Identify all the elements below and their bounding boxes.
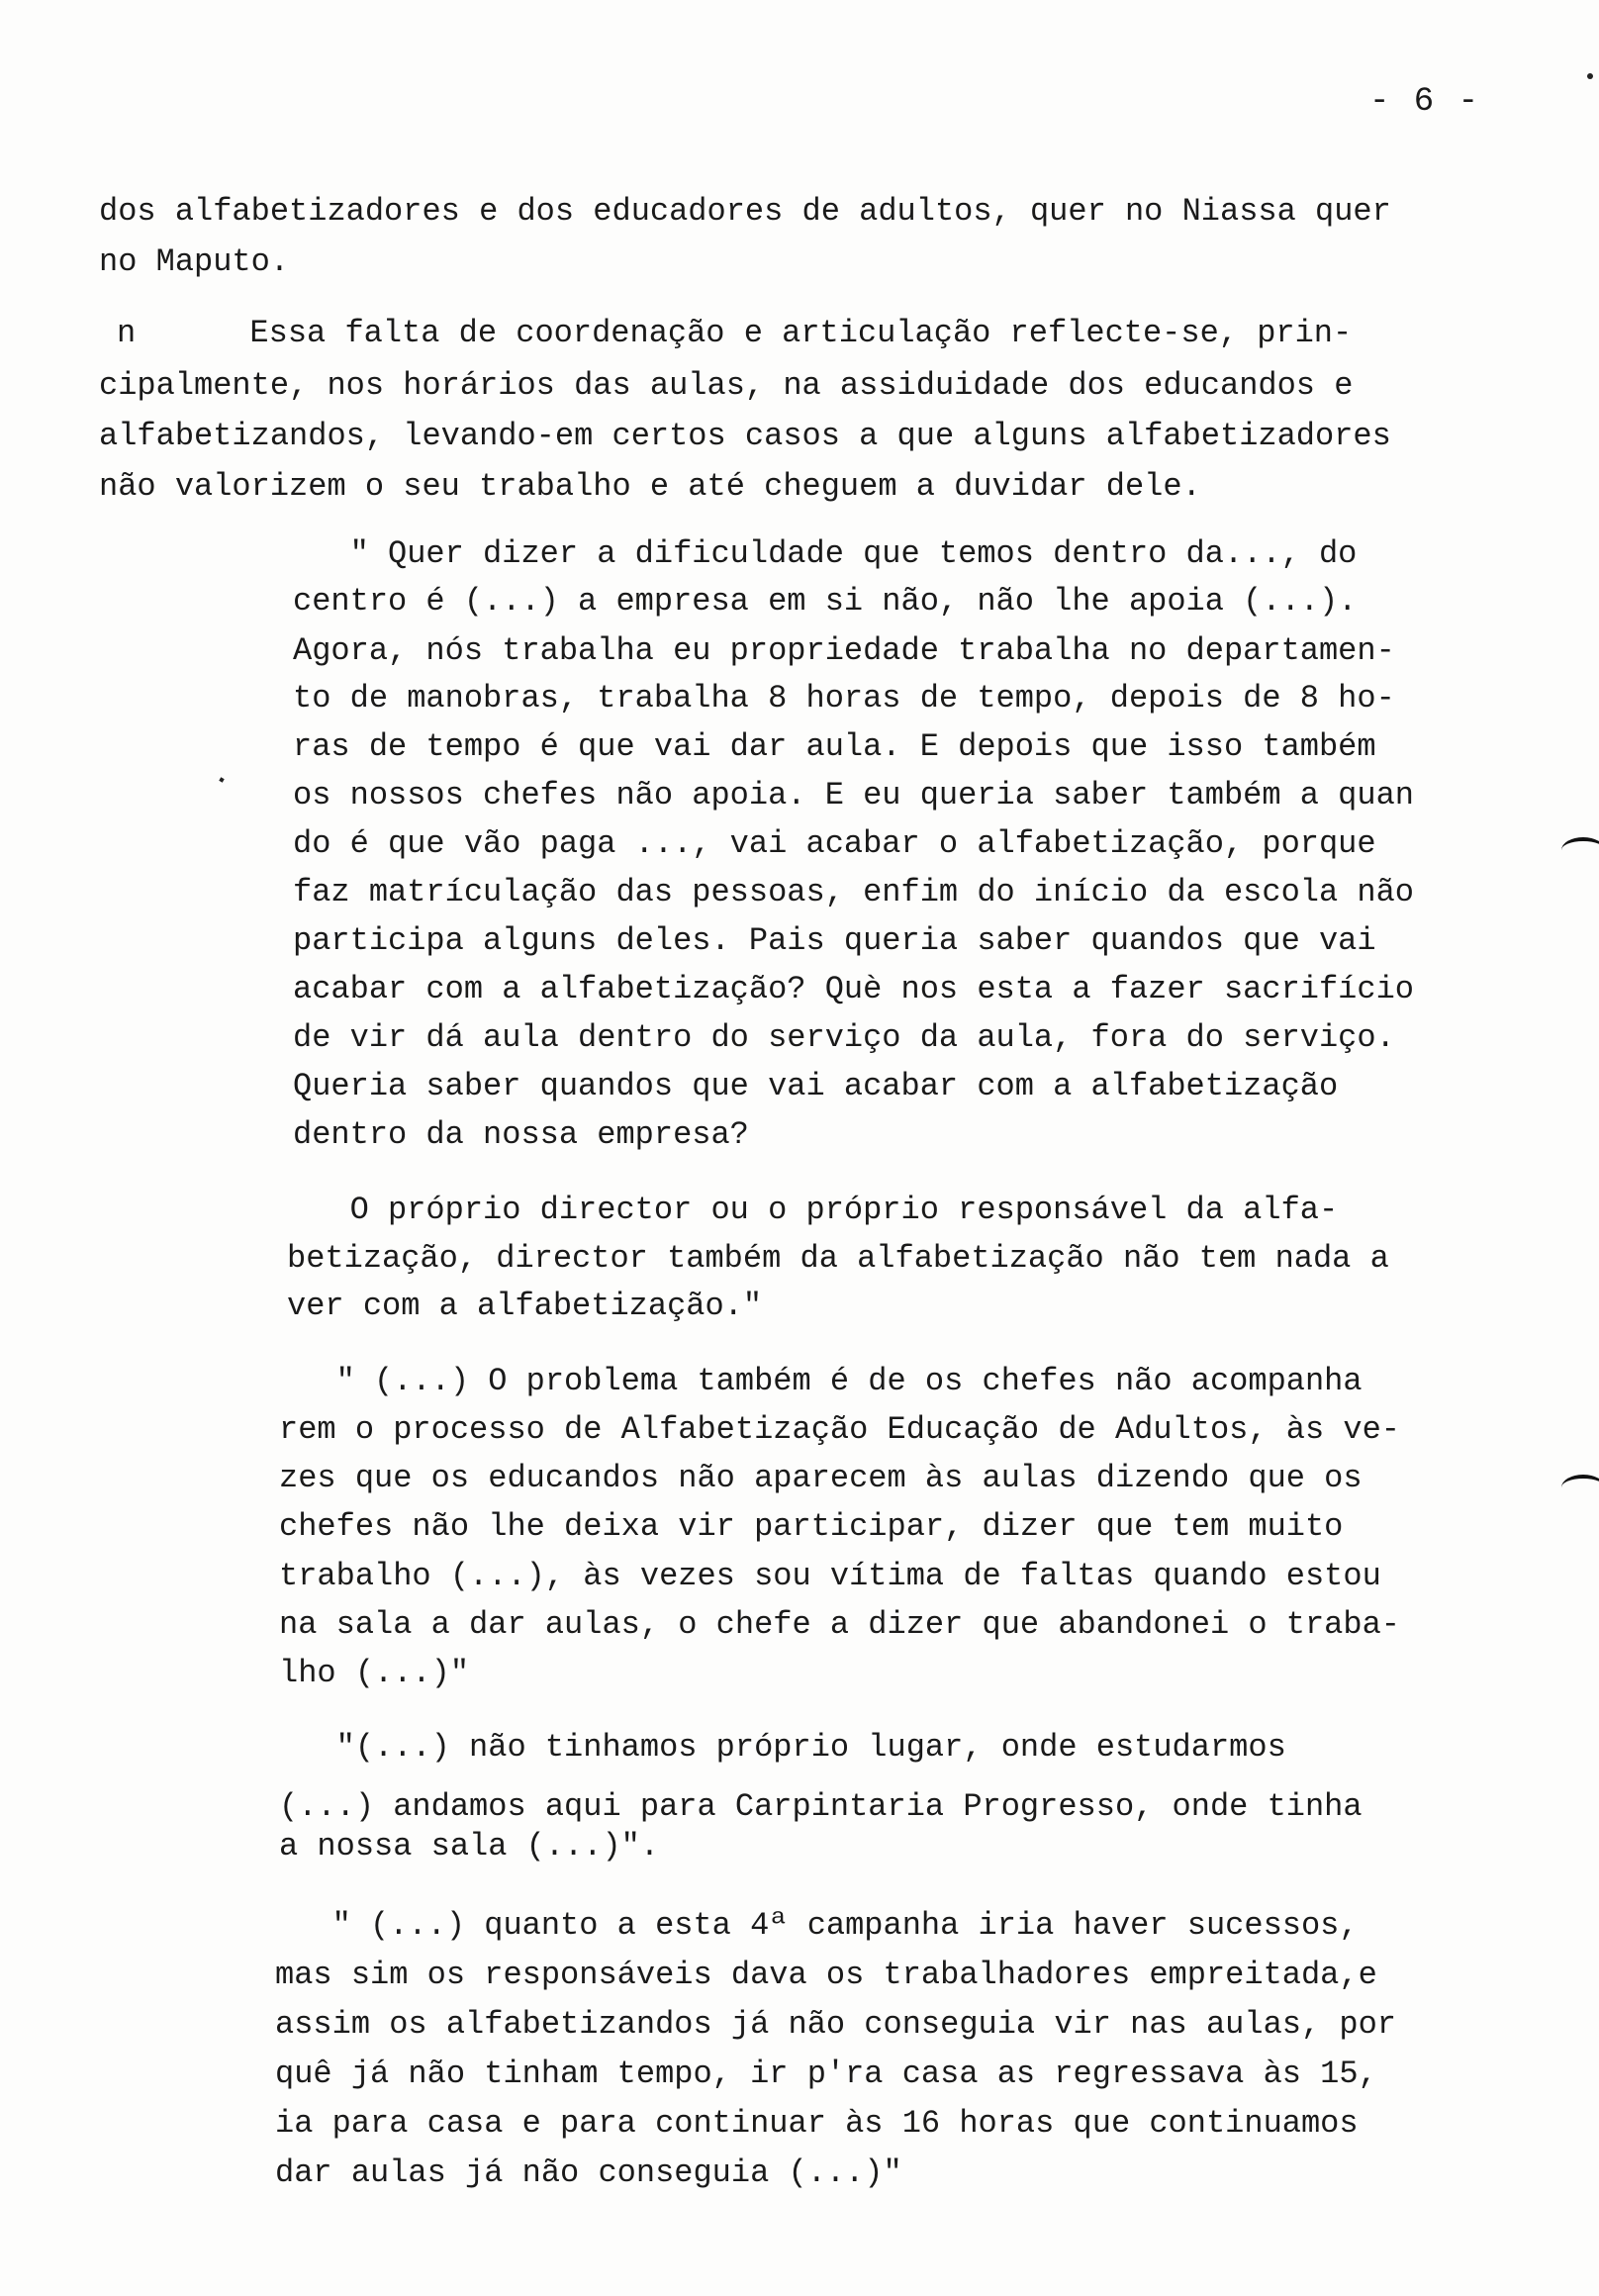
paragraph-line: n Essa falta de coordenação e articulação reflecte-se, prin- <box>117 315 1353 351</box>
paragraph-line: alfabetizandos, levando-em certos casos a que alguns alfabetizadores <box>99 418 1391 454</box>
quote-line: to de manobras, trabalha 8 horas de tempo, depois de 8 ho- <box>293 680 1395 717</box>
intro-line: dos alfabetizadores e dos educadores de adultos, quer no Niassa quer <box>99 193 1391 230</box>
quote-line: betização, director também da alfabetização não tem nada a <box>287 1240 1389 1277</box>
quote-line: faz matrículação das pessoas, enfim do início da escola não <box>293 874 1414 910</box>
quote-line: " Quer dizer a dificuldade que temos dentro da..., do <box>293 535 1358 572</box>
quote-line: O próprio director ou o próprio responsável da alfa- <box>293 1192 1339 1228</box>
quote-line: "(...) não tinhamos próprio lugar, onde estudarmos <box>279 1729 1286 1766</box>
quote-line: lho (...)" <box>279 1655 470 1691</box>
quote-line: dar aulas já não conseguia (...)" <box>275 2154 902 2191</box>
intro-line: no Maputo. <box>99 243 290 280</box>
quote-line: dentro da nossa empresa? <box>293 1116 749 1153</box>
quote-line: assim os alfabetizandos já não conseguia vir nas aulas, por <box>275 2006 1396 2043</box>
quote-line: de vir dá aula dentro do serviço da aula, fora do serviço. <box>293 1019 1395 1056</box>
scan-speck <box>219 777 224 782</box>
quote-line: participa alguns deles. Pais queria saber quandos que vai <box>293 922 1376 959</box>
quote-line: ver com a alfabetização." <box>287 1288 763 1324</box>
paragraph-line: cipalmente, nos horários das aulas, na assiduidade dos educandos e <box>99 367 1354 404</box>
paragraph-line: não valorizem o seu trabalho e até cheguem a duvidar dele. <box>99 468 1201 505</box>
page-number: - 6 - <box>1369 83 1481 121</box>
margin-mark <box>1561 837 1599 863</box>
quote-line: Queria saber quandos que vai acabar com a alfabetização <box>293 1068 1339 1104</box>
quote-line: (...) andamos aqui para Carpintaria Progresso, onde tinha <box>279 1788 1363 1825</box>
margin-mark <box>1561 1475 1599 1500</box>
quote-line: rem o processo de Alfabetização Educação de Adultos, às ve- <box>279 1411 1400 1448</box>
quote-line: ia para casa e para continuar às 16 horas que continuamos <box>275 2105 1359 2142</box>
quote-line: quê já não tinham tempo, ir p'ra casa as regressava às 15, <box>275 2056 1377 2092</box>
quote-line: a nossa sala (...)". <box>279 1828 660 1865</box>
quote-line: mas sim os responsáveis dava os trabalhadores empreitada,e <box>275 1957 1377 1993</box>
quote-line: na sala a dar aulas, o chefe a dizer que abandonei o traba- <box>279 1606 1400 1643</box>
quote-line: centro é (...) a empresa em si não, não lhe apoia (...). <box>293 583 1358 620</box>
quote-line: ras de tempo é que vai dar aula. E depois que isso também <box>293 728 1376 765</box>
quote-line: do é que vão paga ..., vai acabar o alfabetização, porque <box>293 825 1376 862</box>
quote-line: acabar com a alfabetização? Què nos esta a fazer sacrifício <box>293 971 1414 1007</box>
quote-line: zes que os educandos não aparecem às aulas dizendo que os <box>279 1460 1363 1496</box>
quote-line: " (...) quanto a esta 4ª campanha iria haver sucessos, <box>275 1907 1359 1944</box>
quote-line: os nossos chefes não apoia. E eu queria saber também a quan <box>293 777 1414 813</box>
scan-speck <box>1587 73 1593 79</box>
quote-line: " (...) O problema também é de os chefes não acompanha <box>279 1363 1363 1399</box>
quote-line: trabalho (...), às vezes sou vítima de faltas quando estou <box>279 1558 1381 1594</box>
quote-line: Agora, nós trabalha eu propriedade trabalha no departamen- <box>293 632 1395 669</box>
quote-line: chefes não lhe deixa vir participar, dizer que tem muito <box>279 1508 1344 1545</box>
